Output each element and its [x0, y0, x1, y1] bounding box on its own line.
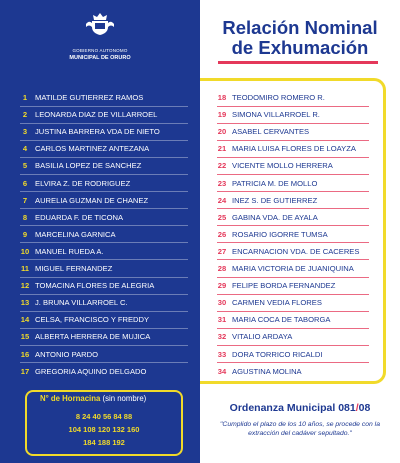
hornacina-numbers-line1: 8 24 40 56 84 88 [75, 412, 133, 421]
list-item-number: 11 [20, 264, 30, 273]
list-item-number: 31 [217, 315, 227, 325]
list-item [215, 246, 375, 258]
list-item-name: CARMEN VEDIA FLORES [232, 298, 322, 308]
ordenanza-number: 081 [338, 402, 356, 414]
list-item [18, 366, 194, 378]
list-item-number: 2 [22, 110, 28, 120]
right-list-frame-bottom-connector [200, 381, 213, 384]
list-separator [20, 294, 188, 295]
list-item-name: EDUARDA F. DE TICONA [35, 212, 124, 222]
list-item [215, 212, 375, 224]
list-item-number: 28 [217, 264, 227, 273]
list-separator [20, 208, 188, 209]
list-separator [20, 106, 188, 107]
list-separator [217, 157, 369, 158]
list-item [215, 263, 375, 275]
list-item-number: 25 [217, 212, 227, 222]
list-item-name: ANTONIO PARDO [35, 349, 99, 359]
list-item-name: TEODOMIRO ROMERO R. [232, 93, 325, 102]
list-separator [217, 225, 369, 226]
list-item-name: FELIPE BORDA FERNANDEZ [232, 281, 336, 291]
ordenanza-year: 08 [358, 402, 371, 414]
list-separator [217, 345, 369, 346]
list-separator [217, 140, 369, 141]
ordenanza-slash: / [355, 402, 359, 414]
list-item-name: BASILIA LOPEZ DE SANCHEZ [35, 161, 142, 171]
list-item-number: 26 [217, 229, 227, 239]
list-separator [217, 242, 369, 243]
list-item-name: ELVIRA Z. DE RODRIGUEZ [35, 178, 131, 188]
list-item-number: 10 [20, 246, 30, 256]
list-item-number: 19 [217, 110, 227, 120]
list-item-number: 15 [20, 332, 30, 342]
list-item-name: MARCELINA GARNICA [35, 229, 116, 239]
list-separator [217, 191, 369, 192]
list-item [18, 229, 194, 241]
list-item-name: ENCARNACION VDA. DE CACERES [232, 246, 360, 256]
list-item-number: 27 [217, 246, 227, 256]
list-item [215, 109, 375, 121]
list-item-name: CARLOS MARTINEZ ANTEZANA [35, 144, 150, 154]
list-item [18, 178, 194, 190]
list-separator [217, 311, 369, 312]
list-item-name: JUSTINA BARRERA VDA DE NIETO [35, 127, 160, 137]
list-item [215, 314, 375, 326]
ordenanza-text: Ordenanza Municipal [229, 402, 336, 414]
list-item-name: MARIA LUISA FLORES DE LOAYZA [232, 144, 356, 154]
list-item [215, 143, 375, 155]
list-item-name: PATRICIA M. DE MOLLO [232, 178, 318, 188]
list-item-number: 24 [217, 195, 227, 205]
list-item-name: INEZ S. DE GUTIERREZ [232, 195, 318, 205]
list-item [215, 280, 375, 292]
list-item-number: 30 [217, 298, 227, 308]
list-item [215, 178, 375, 190]
list-separator [20, 225, 188, 226]
list-item [215, 331, 375, 343]
list-item-name: MARIA VICTORIA DE JUANIQUINA [232, 264, 354, 273]
list-item-name: ASABEL CERVANTES [232, 127, 310, 137]
hornacina-numbers-line3: 184 188 192 [83, 438, 125, 447]
page-title-line1: Relación Nominal [222, 17, 378, 38]
list-item-name: SIMONA VILLARROEL R. [232, 110, 320, 120]
list-separator [20, 242, 188, 243]
list-separator [20, 277, 188, 278]
list-item [18, 280, 194, 292]
hornacina-title [40, 394, 146, 404]
list-item-number: 22 [217, 161, 227, 171]
hornacina-numbers-line2: 104 108 120 132 160 [68, 425, 140, 434]
list-item-name: MANUEL RUEDA A. [35, 246, 104, 256]
list-item [18, 297, 194, 309]
list-item [18, 109, 194, 121]
list-item-name: ROSARIO IGORRE TUMSA [232, 229, 328, 239]
list-item-number: 5 [22, 161, 28, 171]
exhumation-note: "Cumplido el plazo de los 10 años, se procede con la extracción del cadáver sepultado." [220, 421, 380, 437]
list-item-number: 1 [22, 93, 28, 102]
list-separator [217, 277, 369, 278]
list-item-name: MATILDE GUTIERREZ RAMOS [35, 93, 144, 102]
hornacina-title-bold: N° de Hornacina [40, 394, 101, 403]
list-item-number: 7 [22, 195, 28, 205]
list-separator [20, 140, 188, 141]
list-item [215, 297, 375, 309]
list-separator [20, 311, 188, 312]
list-item-number: 4 [22, 144, 28, 154]
list-item-number: 14 [20, 315, 30, 325]
list-separator [217, 174, 369, 175]
list-item [215, 195, 375, 207]
list-separator [20, 191, 188, 192]
list-item-number: 6 [22, 178, 28, 188]
list-item-number: 29 [217, 281, 227, 291]
list-item [18, 160, 194, 172]
list-item [18, 143, 194, 155]
list-item-number: 33 [217, 349, 227, 359]
list-item-number: 13 [20, 298, 30, 308]
list-separator [217, 294, 369, 295]
logo-line1: GOBIERNO AUTONOMO [72, 48, 128, 53]
list-item-number: 9 [22, 229, 28, 239]
list-item [18, 126, 194, 138]
list-item-name: ALBERTA HERRERA DE MUJICA [35, 332, 151, 342]
list-item [18, 195, 194, 207]
list-item-number: 21 [217, 144, 227, 154]
list-separator [217, 362, 369, 363]
list-item-number: 3 [22, 127, 28, 137]
list-separator [217, 259, 369, 260]
list-item [18, 349, 194, 361]
list-item [18, 314, 194, 326]
hornacina-title-rest: (sin nombre) [102, 394, 147, 403]
list-separator [20, 345, 188, 346]
list-item [18, 331, 194, 343]
logo-line2: MUNICIPAL DE ORURO [69, 55, 131, 61]
list-item-name: VICENTE MOLLO HERRERA [232, 161, 333, 171]
ordenanza-label [200, 402, 400, 414]
list-separator [20, 157, 188, 158]
list-item-name: J. BRUNA VILLARROEL C. [35, 298, 128, 308]
list-item-number: 16 [20, 349, 30, 359]
list-item-name: AURELIA GUZMAN DE CHANEZ [35, 195, 149, 205]
list-item-number: 18 [217, 93, 227, 102]
right-list-frame-top-connector [200, 78, 213, 81]
list-item [215, 126, 375, 138]
list-item [18, 246, 194, 258]
list-item [215, 229, 375, 241]
list-item-number: 34 [217, 366, 227, 376]
list-item [215, 366, 375, 378]
list-separator [20, 328, 188, 329]
page-title-line2: de Exhumación [231, 37, 369, 58]
list-item-number: 8 [22, 212, 28, 222]
list-item [215, 92, 375, 104]
list-separator [20, 362, 188, 363]
list-separator [20, 259, 188, 260]
list-separator [20, 123, 188, 124]
title-underline [218, 61, 378, 64]
list-item [215, 160, 375, 172]
list-separator [217, 208, 369, 209]
list-item-name: VITALIO ARDAYA [232, 332, 293, 342]
list-item-number: 23 [217, 178, 227, 188]
list-item [18, 212, 194, 224]
list-item [215, 349, 375, 361]
list-item-name: DORA TORRICO RICALDI [232, 349, 323, 359]
list-separator [217, 328, 369, 329]
list-item-name: CELSA, FRANCISCO Y FREDDY [35, 315, 150, 325]
list-item-name: TOMACINA FLORES DE ALEGRIA [35, 281, 155, 291]
list-item-number: 17 [20, 366, 30, 376]
list-item [18, 263, 194, 275]
list-item-number: 32 [217, 332, 227, 342]
list-item-name: MIGUEL FERNANDEZ [35, 264, 113, 273]
list-separator [217, 106, 369, 107]
list-separator [217, 123, 369, 124]
list-item-name: AGUSTINA MOLINA [232, 366, 302, 376]
list-item-name: LEONARDA DIAZ DE VILLARROEL [35, 110, 158, 120]
list-item-number: 20 [217, 127, 227, 137]
list-item-name: GABINA VDA. DE AYALA [232, 212, 318, 222]
municipal-crest-icon [83, 12, 117, 36]
list-separator [20, 174, 188, 175]
list-item-number: 12 [20, 281, 30, 291]
list-item-name: MARIA COCA DE TABORGA [232, 315, 331, 325]
municipal-logo [0, 12, 200, 72]
list-item-name: GREGORIA AQUINO DELGADO [35, 366, 147, 376]
list-item [18, 92, 194, 104]
